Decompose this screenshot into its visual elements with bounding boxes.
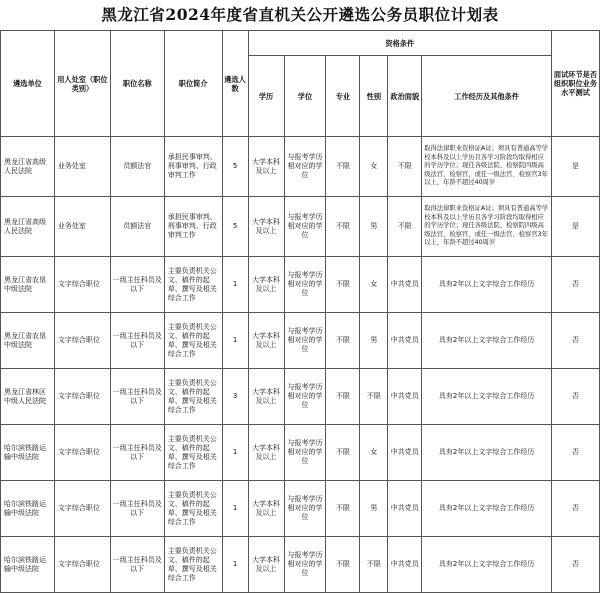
table-row xyxy=(1,197,600,257)
cell-experience: 取得法律职业资格证A证；须具有普通高等学校本科及以上学历且各学习阶段均取得相应的学历学位；现任各级法院、检察院四级高级法官、检察官，或任一级法官、检察官3年以上，年龄不超过40周岁 xyxy=(422,137,552,197)
cell-unit: 哈尔滨铁路运输中级法院 xyxy=(1,481,55,537)
cell-intro: 承担民事审判、刑事审判、行政审判工作 xyxy=(164,137,222,197)
cell-intro: 主要负责机关公文、稿件的起草、撰写及相关综合工作 xyxy=(164,425,222,481)
cell-gender: 男 xyxy=(360,197,388,257)
header-position: 职位名称 xyxy=(110,31,164,137)
cell-intro: 主要负责机关公文、稿件的起草、撰写及相关综合工作 xyxy=(164,313,222,369)
cell-count: 3 xyxy=(222,369,248,425)
cell-test: 否 xyxy=(552,425,600,481)
header-degree: 学位 xyxy=(284,56,326,137)
cell-test: 是 xyxy=(552,197,600,257)
cell-degree: 与报考学历相对应的学位 xyxy=(284,481,326,537)
cell-unit: 黑龙江省林区中级人民法院 xyxy=(1,369,55,425)
cell-degree: 与报考学历相对应的学位 xyxy=(284,257,326,313)
cell-gender: 男 xyxy=(360,481,388,537)
cell-education: 大学本科及以上 xyxy=(248,313,284,369)
cell-major: 不限 xyxy=(326,137,360,197)
cell-unit: 黑龙江省高级人民法院 xyxy=(1,197,55,257)
cell-dept: 文字综合职位 xyxy=(54,313,110,369)
cell-political: 不限 xyxy=(388,197,422,257)
table-row xyxy=(1,481,600,537)
cell-dept: 文字综合职位 xyxy=(54,425,110,481)
cell-dept: 业务处室 xyxy=(54,137,110,197)
cell-dept: 文字综合职位 xyxy=(54,481,110,537)
table-row xyxy=(1,369,600,425)
cell-experience: 具有2年以上文字综合工作经历 xyxy=(422,369,552,425)
header-experience: 工作经历及其他条件 xyxy=(422,56,552,137)
header-unit: 遴选单位 xyxy=(1,31,55,137)
cell-unit: 哈尔滨铁路运输中级法院 xyxy=(1,425,55,481)
cell-count: 5 xyxy=(222,137,248,197)
cell-political: 中共党员 xyxy=(388,481,422,537)
cell-experience: 具有2年以上文字综合工作经历 xyxy=(422,537,552,593)
cell-position: 一级主任科员及以下 xyxy=(110,481,164,537)
cell-education: 大学本科及以上 xyxy=(248,137,284,197)
table-row xyxy=(1,425,600,481)
cell-experience: 取得法律职业资格证A证；须具有普通高等学校本科及以上学历且各学习阶段均取得相应的学历学位；现任各级法院、检察院四级高级法官、检察官，或任一级法官、检察官3年以上，年龄不超过40周岁 xyxy=(422,197,552,257)
cell-test: 否 xyxy=(552,481,600,537)
cell-unit: 黑龙江省农垦中级法院 xyxy=(1,313,55,369)
cell-degree: 与报考学历相对应的学位 xyxy=(284,313,326,369)
cell-count: 5 xyxy=(222,197,248,257)
cell-intro: 承担民事审判、刑事审判、行政审判工作 xyxy=(164,197,222,257)
cell-experience: 具有2年以上文字综合工作经历 xyxy=(422,481,552,537)
cell-intro: 主要负责机关公文、稿件的起草、撰写及相关综合工作 xyxy=(164,369,222,425)
cell-count: 1 xyxy=(222,537,248,593)
header-education: 学历 xyxy=(248,56,284,137)
cell-intro: 主要负责机关公文、稿件的起草、撰写及相关综合工作 xyxy=(164,257,222,313)
position-table xyxy=(0,30,600,593)
table-row xyxy=(1,537,600,593)
cell-position: 一级主任科员及以下 xyxy=(110,313,164,369)
cell-major: 不限 xyxy=(326,369,360,425)
cell-major: 不限 xyxy=(326,537,360,593)
cell-major: 不限 xyxy=(326,313,360,369)
cell-degree: 与报考学历相对应的学位 xyxy=(284,197,326,257)
cell-gender: 女 xyxy=(360,137,388,197)
cell-major: 不限 xyxy=(326,481,360,537)
cell-political: 中共党员 xyxy=(388,313,422,369)
cell-gender: 男 xyxy=(360,313,388,369)
cell-test: 否 xyxy=(552,369,600,425)
cell-major: 不限 xyxy=(326,197,360,257)
cell-political: 中共党员 xyxy=(388,537,422,593)
cell-degree: 与报考学历相对应的学位 xyxy=(284,537,326,593)
cell-gender: 女 xyxy=(360,257,388,313)
cell-gender: 不限 xyxy=(360,537,388,593)
cell-test: 否 xyxy=(552,537,600,593)
cell-position: 员额法官 xyxy=(110,137,164,197)
cell-count: 1 xyxy=(222,313,248,369)
cell-dept: 文字综合职位 xyxy=(54,537,110,593)
cell-major: 不限 xyxy=(326,425,360,481)
cell-major: 不限 xyxy=(326,257,360,313)
cell-experience: 具有2年以上文字综合工作经历 xyxy=(422,425,552,481)
cell-degree: 与报考学历相对应的学位 xyxy=(284,425,326,481)
cell-education: 大学本科及以上 xyxy=(248,481,284,537)
cell-dept: 文字综合职位 xyxy=(54,369,110,425)
cell-political: 中共党员 xyxy=(388,257,422,313)
table-row xyxy=(1,313,600,369)
header-gender: 性别 xyxy=(360,56,388,137)
cell-unit: 黑龙江省高级人民法院 xyxy=(1,137,55,197)
cell-experience: 具有2年以上文字综合工作经历 xyxy=(422,257,552,313)
header-qualifications: 资格条件 xyxy=(248,31,551,56)
cell-unit: 黑龙江省农垦中级法院 xyxy=(1,257,55,313)
cell-education: 大学本科及以上 xyxy=(248,537,284,593)
cell-position: 一级主任科员及以下 xyxy=(110,257,164,313)
cell-unit: 哈尔滨铁路运输中级法院 xyxy=(1,537,55,593)
header-count: 遴选人数 xyxy=(222,31,248,137)
cell-position: 一级主任科员及以下 xyxy=(110,425,164,481)
cell-position: 一级主任科员及以下 xyxy=(110,369,164,425)
cell-dept: 文字综合职位 xyxy=(54,257,110,313)
cell-experience: 具有2年以上文字综合工作经历 xyxy=(422,313,552,369)
cell-dept: 业务处室 xyxy=(54,197,110,257)
header-dept: 用人处室（职位类别） xyxy=(54,31,110,137)
cell-intro: 主要负责机关公文、稿件的起草、撰写及相关综合工作 xyxy=(164,481,222,537)
cell-count: 1 xyxy=(222,425,248,481)
cell-degree: 与报考学历相对应的学位 xyxy=(284,137,326,197)
header-row-1 xyxy=(1,31,600,56)
cell-gender: 不限 xyxy=(360,369,388,425)
header-political: 政治面貌 xyxy=(388,56,422,137)
cell-political: 不限 xyxy=(388,137,422,197)
header-major: 专业 xyxy=(326,56,360,137)
page-title: 黑龙江省2024年度省直机关公开遴选公务员职位计划表 xyxy=(101,5,499,24)
cell-intro: 主要负责机关公文、稿件的起草、撰写及相关综合工作 xyxy=(164,537,222,593)
cell-political: 中共党员 xyxy=(388,369,422,425)
cell-position: 一级主任科员及以下 xyxy=(110,537,164,593)
cell-count: 1 xyxy=(222,257,248,313)
cell-education: 大学本科及以上 xyxy=(248,425,284,481)
table-row xyxy=(1,257,600,313)
cell-education: 大学本科及以上 xyxy=(248,197,284,257)
cell-test: 是 xyxy=(552,137,600,197)
cell-count: 1 xyxy=(222,481,248,537)
header-intro: 职位简介 xyxy=(164,31,222,137)
cell-degree: 与报考学历相对应的学位 xyxy=(284,369,326,425)
cell-test: 否 xyxy=(552,257,600,313)
cell-political: 中共党员 xyxy=(388,425,422,481)
table-row xyxy=(1,137,600,197)
cell-position: 员额法官 xyxy=(110,197,164,257)
cell-education: 大学本科及以上 xyxy=(248,369,284,425)
cell-gender: 女 xyxy=(360,425,388,481)
cell-test: 否 xyxy=(552,313,600,369)
header-test: 面试环节是否组织职位业务水平测试 xyxy=(552,31,600,137)
cell-education: 大学本科及以上 xyxy=(248,257,284,313)
